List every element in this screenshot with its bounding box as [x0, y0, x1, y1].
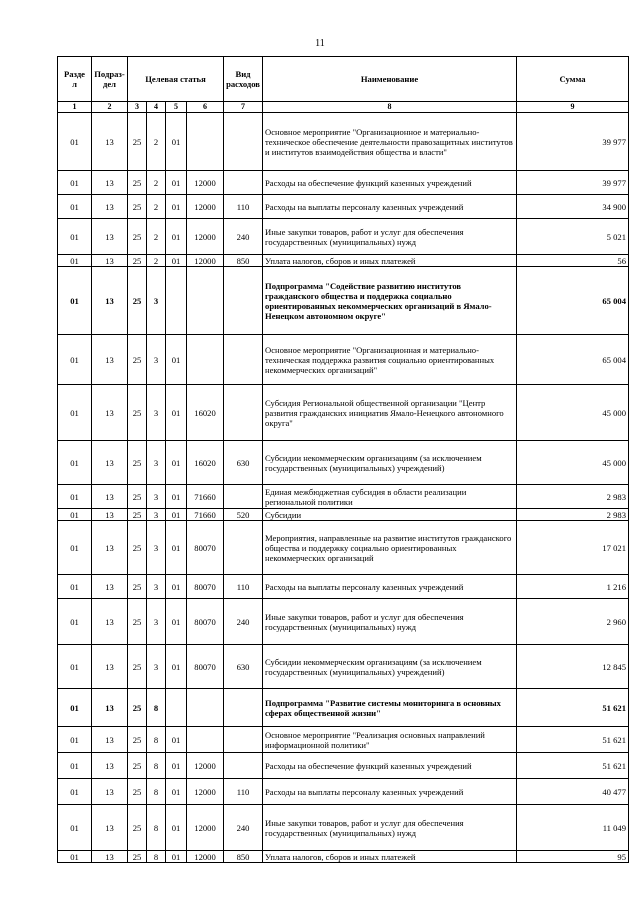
cell-naimenovanie: Основное мероприятие "Реализация основных направлений информационной политики" — [263, 727, 517, 753]
col-number: 9 — [517, 102, 629, 113]
cell-naimenovanie: Мероприятия, направленные на развитие институтов гражданского общества и поддержку социально ориентированных некоммерческих организаций — [263, 521, 517, 575]
cell-naimenovanie: Подпрограмма "Развитие системы мониторинга в основных сферах общественной жизни" — [263, 689, 517, 727]
cell-celevaya-1: 25 — [128, 335, 147, 385]
col-number: 3 — [128, 102, 147, 113]
cell-razdel: 01 — [58, 385, 92, 441]
cell-naimenovanie: Субсидии — [263, 509, 517, 521]
cell-summa: 17 021 — [517, 521, 629, 575]
cell-celevaya-1: 25 — [128, 113, 147, 171]
cell-summa: 95 — [517, 851, 629, 863]
cell-razdel: 01 — [58, 753, 92, 779]
cell-razdel: 01 — [58, 645, 92, 689]
cell-summa: 45 000 — [517, 441, 629, 485]
cell-naimenovanie: Субсидии некоммерческим организациям (за исключением государственных (муниципальных) учреждений) — [263, 645, 517, 689]
cell-podrazdel: 13 — [92, 727, 128, 753]
cell-vid-raskhodov — [224, 727, 263, 753]
cell-razdel: 01 — [58, 689, 92, 727]
cell-vid-raskhodov: 110 — [224, 779, 263, 805]
cell-celevaya-4 — [187, 267, 224, 335]
cell-vid-raskhodov — [224, 753, 263, 779]
cell-podrazdel: 13 — [92, 599, 128, 645]
cell-celevaya-3: 01 — [166, 645, 187, 689]
cell-podrazdel: 13 — [92, 335, 128, 385]
cell-celevaya-1: 25 — [128, 645, 147, 689]
cell-naimenovanie: Иные закупки товаров, работ и услуг для обеспечения государственных (муниципальных) нужд — [263, 219, 517, 255]
cell-celevaya-1: 25 — [128, 255, 147, 267]
cell-celevaya-3: 01 — [166, 779, 187, 805]
table-row — [58, 441, 629, 485]
cell-celevaya-1: 25 — [128, 267, 147, 335]
cell-celevaya-4 — [187, 727, 224, 753]
col-number: 8 — [263, 102, 517, 113]
cell-podrazdel: 13 — [92, 267, 128, 335]
cell-podrazdel: 13 — [92, 113, 128, 171]
cell-celevaya-3: 01 — [166, 753, 187, 779]
cell-celevaya-3: 01 — [166, 851, 187, 863]
cell-naimenovanie: Уплата налогов, сборов и иных платежей — [263, 255, 517, 267]
cell-summa: 56 — [517, 255, 629, 267]
cell-razdel: 01 — [58, 851, 92, 863]
cell-celevaya-1: 25 — [128, 385, 147, 441]
table-row — [58, 195, 629, 219]
cell-vid-raskhodov — [224, 171, 263, 195]
cell-naimenovanie: Подпрограмма "Содействие развитию институтов гражданского общества и поддержка социально ориентированных некоммерческих организаций в Ямало-Ненецком автономном округе" — [263, 267, 517, 335]
cell-celevaya-2: 3 — [147, 509, 166, 521]
cell-celevaya-2: 8 — [147, 753, 166, 779]
cell-razdel: 01 — [58, 113, 92, 171]
cell-celevaya-3: 01 — [166, 195, 187, 219]
cell-naimenovanie: Расходы на обеспечение функций казенных учреждений — [263, 171, 517, 195]
cell-celevaya-4: 12000 — [187, 255, 224, 267]
cell-celevaya-3: 01 — [166, 509, 187, 521]
cell-naimenovanie: Основное мероприятие "Организационная и материально-техническая поддержка развития социально ориентированных некоммерческих организаций" — [263, 335, 517, 385]
header-razdel: Разде л — [58, 57, 92, 102]
cell-celevaya-2: 8 — [147, 727, 166, 753]
table-row — [58, 521, 629, 575]
header-podrazdel: Подраз- дел — [92, 57, 128, 102]
cell-celevaya-2: 8 — [147, 779, 166, 805]
table-row — [58, 805, 629, 851]
table-row — [58, 171, 629, 195]
budget-table — [57, 56, 629, 863]
cell-celevaya-4: 12000 — [187, 805, 224, 851]
cell-naimenovanie: Уплата налогов, сборов и иных платежей — [263, 851, 517, 863]
cell-celevaya-2: 3 — [147, 599, 166, 645]
cell-celevaya-2: 3 — [147, 575, 166, 599]
col-number: 5 — [166, 102, 187, 113]
cell-celevaya-4: 12000 — [187, 851, 224, 863]
table-row — [58, 267, 629, 335]
cell-razdel: 01 — [58, 441, 92, 485]
cell-celevaya-3: 01 — [166, 485, 187, 509]
cell-celevaya-1: 25 — [128, 805, 147, 851]
cell-razdel: 01 — [58, 255, 92, 267]
cell-summa: 45 000 — [517, 385, 629, 441]
cell-summa: 34 900 — [517, 195, 629, 219]
cell-vid-raskhodov: 240 — [224, 599, 263, 645]
cell-podrazdel: 13 — [92, 385, 128, 441]
cell-vid-raskhodov — [224, 521, 263, 575]
cell-celevaya-2: 3 — [147, 645, 166, 689]
cell-celevaya-4: 12000 — [187, 779, 224, 805]
cell-celevaya-2: 3 — [147, 441, 166, 485]
cell-celevaya-4: 12000 — [187, 219, 224, 255]
cell-summa: 39 977 — [517, 113, 629, 171]
cell-vid-raskhodov: 520 — [224, 509, 263, 521]
table-row — [58, 385, 629, 441]
table-row — [58, 753, 629, 779]
cell-summa: 1 216 — [517, 575, 629, 599]
cell-razdel: 01 — [58, 599, 92, 645]
cell-celevaya-4 — [187, 113, 224, 171]
cell-podrazdel: 13 — [92, 509, 128, 521]
cell-vid-raskhodov — [224, 113, 263, 171]
cell-podrazdel: 13 — [92, 195, 128, 219]
cell-celevaya-4: 71660 — [187, 509, 224, 521]
table-row — [58, 689, 629, 727]
cell-celevaya-2: 3 — [147, 385, 166, 441]
cell-celevaya-4: 80070 — [187, 645, 224, 689]
header-celevaya-statya: Целевая статья — [128, 57, 224, 102]
table-row — [58, 851, 629, 863]
col-number: 2 — [92, 102, 128, 113]
cell-celevaya-3: 01 — [166, 521, 187, 575]
cell-vid-raskhodov: 850 — [224, 255, 263, 267]
cell-razdel: 01 — [58, 195, 92, 219]
cell-celevaya-4: 12000 — [187, 753, 224, 779]
cell-celevaya-1: 25 — [128, 727, 147, 753]
cell-celevaya-3: 01 — [166, 441, 187, 485]
cell-celevaya-2: 2 — [147, 171, 166, 195]
cell-summa: 40 477 — [517, 779, 629, 805]
cell-naimenovanie: Субсидии некоммерческим организациям (за исключением государственных (муниципальных) учреждений) — [263, 441, 517, 485]
col-number: 7 — [224, 102, 263, 113]
cell-summa: 51 621 — [517, 753, 629, 779]
cell-celevaya-1: 25 — [128, 171, 147, 195]
column-number-row — [58, 102, 629, 113]
cell-podrazdel: 13 — [92, 171, 128, 195]
cell-summa: 12 845 — [517, 645, 629, 689]
cell-celevaya-2: 3 — [147, 267, 166, 335]
cell-vid-raskhodov: 110 — [224, 195, 263, 219]
table-row — [58, 219, 629, 255]
cell-razdel: 01 — [58, 219, 92, 255]
col-number: 4 — [147, 102, 166, 113]
cell-celevaya-1: 25 — [128, 599, 147, 645]
cell-naimenovanie: Иные закупки товаров, работ и услуг для обеспечения государственных (муниципальных) нужд — [263, 599, 517, 645]
cell-naimenovanie: Единая межбюджетная субсидия в области реализации региональной политики — [263, 485, 517, 509]
table-body — [58, 113, 629, 863]
cell-razdel: 01 — [58, 171, 92, 195]
cell-razdel: 01 — [58, 509, 92, 521]
cell-celevaya-3: 01 — [166, 575, 187, 599]
page-number: 11 — [315, 38, 325, 49]
cell-celevaya-3: 01 — [166, 727, 187, 753]
table-row — [58, 255, 629, 267]
cell-celevaya-3: 01 — [166, 335, 187, 385]
table-row — [58, 599, 629, 645]
cell-podrazdel: 13 — [92, 753, 128, 779]
cell-naimenovanie: Субсидия Региональной общественной организации "Центр развития гражданских инициатив Ямало-Ненецкого автономного округа" — [263, 385, 517, 441]
cell-podrazdel: 13 — [92, 779, 128, 805]
table-row — [58, 575, 629, 599]
cell-celevaya-3: 01 — [166, 219, 187, 255]
cell-vid-raskhodov: 850 — [224, 851, 263, 863]
cell-celevaya-1: 25 — [128, 485, 147, 509]
cell-celevaya-3 — [166, 267, 187, 335]
cell-vid-raskhodov: 240 — [224, 805, 263, 851]
cell-celevaya-1: 25 — [128, 851, 147, 863]
cell-razdel: 01 — [58, 335, 92, 385]
cell-celevaya-4: 12000 — [187, 195, 224, 219]
cell-celevaya-1: 25 — [128, 195, 147, 219]
table-row — [58, 779, 629, 805]
table-row — [58, 335, 629, 385]
table-row — [58, 113, 629, 171]
cell-celevaya-4: 12000 — [187, 171, 224, 195]
cell-celevaya-2: 2 — [147, 195, 166, 219]
cell-razdel: 01 — [58, 575, 92, 599]
cell-celevaya-2: 2 — [147, 219, 166, 255]
cell-celevaya-4: 71660 — [187, 485, 224, 509]
cell-naimenovanie: Иные закупки товаров, работ и услуг для обеспечения государственных (муниципальных) нужд — [263, 805, 517, 851]
cell-vid-raskhodov — [224, 485, 263, 509]
header-vid-raskhodov: Вид расходов — [224, 57, 263, 102]
cell-podrazdel: 13 — [92, 805, 128, 851]
cell-vid-raskhodov — [224, 385, 263, 441]
cell-celevaya-3 — [166, 689, 187, 727]
cell-podrazdel: 13 — [92, 689, 128, 727]
cell-naimenovanie: Расходы на выплаты персоналу казенных учреждений — [263, 779, 517, 805]
header-naimenovanie: Наименование — [263, 57, 517, 102]
cell-celevaya-1: 25 — [128, 521, 147, 575]
cell-celevaya-3: 01 — [166, 385, 187, 441]
cell-celevaya-2: 3 — [147, 521, 166, 575]
cell-podrazdel: 13 — [92, 645, 128, 689]
cell-summa: 65 004 — [517, 267, 629, 335]
cell-celevaya-3: 01 — [166, 171, 187, 195]
cell-celevaya-2: 8 — [147, 805, 166, 851]
cell-vid-raskhodov: 110 — [224, 575, 263, 599]
cell-summa: 11 049 — [517, 805, 629, 851]
cell-celevaya-2: 3 — [147, 485, 166, 509]
cell-podrazdel: 13 — [92, 255, 128, 267]
cell-celevaya-3: 01 — [166, 255, 187, 267]
table-row — [58, 727, 629, 753]
cell-celevaya-4: 16020 — [187, 441, 224, 485]
cell-vid-raskhodov — [224, 689, 263, 727]
cell-podrazdel: 13 — [92, 485, 128, 509]
cell-summa: 2 983 — [517, 485, 629, 509]
cell-celevaya-4: 80070 — [187, 599, 224, 645]
cell-naimenovanie: Расходы на выплаты персоналу казенных учреждений — [263, 575, 517, 599]
cell-naimenovanie: Основное мероприятие "Организационное и материально-техническое обеспечение деятельности правозащитных институтов и институтов взаимодействия общества и власти" — [263, 113, 517, 171]
cell-celevaya-2: 3 — [147, 335, 166, 385]
cell-naimenovanie: Расходы на выплаты персоналу казенных учреждений — [263, 195, 517, 219]
cell-razdel: 01 — [58, 727, 92, 753]
cell-celevaya-4 — [187, 335, 224, 385]
cell-celevaya-2: 8 — [147, 851, 166, 863]
cell-razdel: 01 — [58, 485, 92, 509]
cell-summa: 65 004 — [517, 335, 629, 385]
cell-celevaya-1: 25 — [128, 689, 147, 727]
cell-celevaya-2: 2 — [147, 255, 166, 267]
cell-razdel: 01 — [58, 267, 92, 335]
cell-celevaya-1: 25 — [128, 779, 147, 805]
cell-vid-raskhodov — [224, 335, 263, 385]
cell-razdel: 01 — [58, 779, 92, 805]
cell-celevaya-1: 25 — [128, 219, 147, 255]
cell-celevaya-4: 80070 — [187, 575, 224, 599]
header-row — [58, 57, 629, 102]
cell-summa: 51 621 — [517, 689, 629, 727]
cell-razdel: 01 — [58, 521, 92, 575]
cell-naimenovanie: Расходы на обеспечение функций казенных учреждений — [263, 753, 517, 779]
cell-podrazdel: 13 — [92, 521, 128, 575]
cell-summa: 39 977 — [517, 171, 629, 195]
cell-summa: 5 021 — [517, 219, 629, 255]
col-number: 6 — [187, 102, 224, 113]
cell-vid-raskhodov: 240 — [224, 219, 263, 255]
cell-celevaya-2: 8 — [147, 689, 166, 727]
table-row — [58, 645, 629, 689]
cell-celevaya-2: 2 — [147, 113, 166, 171]
table-row — [58, 509, 629, 521]
cell-summa: 2 960 — [517, 599, 629, 645]
cell-podrazdel: 13 — [92, 575, 128, 599]
cell-podrazdel: 13 — [92, 219, 128, 255]
cell-celevaya-1: 25 — [128, 753, 147, 779]
cell-celevaya-1: 25 — [128, 575, 147, 599]
cell-summa: 51 621 — [517, 727, 629, 753]
cell-celevaya-1: 25 — [128, 441, 147, 485]
header-summa: Сумма — [517, 57, 629, 102]
cell-celevaya-4 — [187, 689, 224, 727]
cell-celevaya-4: 80070 — [187, 521, 224, 575]
cell-celevaya-3: 01 — [166, 599, 187, 645]
cell-podrazdel: 13 — [92, 851, 128, 863]
col-number: 1 — [58, 102, 92, 113]
cell-celevaya-1: 25 — [128, 509, 147, 521]
cell-celevaya-3: 01 — [166, 113, 187, 171]
cell-vid-raskhodov: 630 — [224, 441, 263, 485]
cell-vid-raskhodov — [224, 267, 263, 335]
cell-podrazdel: 13 — [92, 441, 128, 485]
cell-celevaya-4: 16020 — [187, 385, 224, 441]
cell-vid-raskhodov: 630 — [224, 645, 263, 689]
cell-razdel: 01 — [58, 805, 92, 851]
cell-celevaya-3: 01 — [166, 805, 187, 851]
cell-summa: 2 983 — [517, 509, 629, 521]
table-row — [58, 485, 629, 509]
